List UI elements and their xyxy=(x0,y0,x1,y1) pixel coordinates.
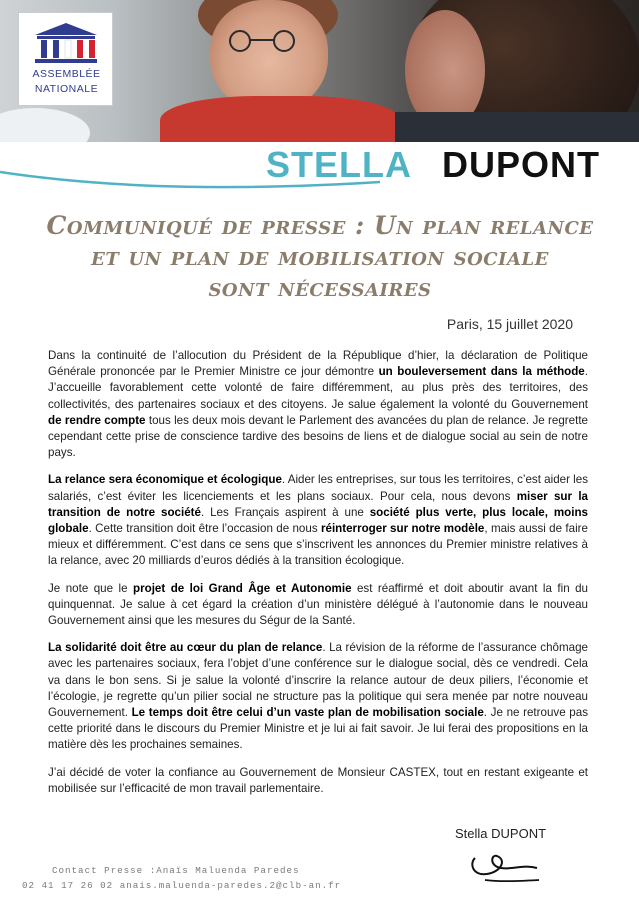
contact-line-2: 02 41 17 26 02 anais.maluenda-paredes.2@clb-an.fr xyxy=(22,880,342,891)
logo-text-line2: NATIONALE xyxy=(34,83,99,95)
body-text: . J’accueille favorablement cette volonté de faire différemment, au plus près des territoires, des collectivités, des partenaires sociaux et des citoyens. Je salue également la volonté du Gouvernement xyxy=(48,365,588,411)
contact-line-1: Contact Presse :Anaïs Maluenda Paredes xyxy=(52,865,300,876)
body-text: Dans la continuité de l’allocution du Président de la République d’hier, la déclaration de Politique Générale prononcée par le Premier Ministre ce jour démontre xyxy=(48,349,588,379)
body-paragraph xyxy=(48,640,588,753)
body-paragraph xyxy=(48,348,588,461)
logo-text-line1: ASSEMBLÉE xyxy=(32,68,101,80)
emphasis-text: miser sur la transition de notre société xyxy=(48,489,588,519)
body-text: . Aider les entreprises, sur tous les territoires, c’est aider les salariés, c’est éviter les licenciements et les plans sociaux. Pour cela, nous devons xyxy=(48,473,588,503)
emphasis-text: de rendre compte xyxy=(48,413,146,427)
banner-first-name: STELLA xyxy=(266,144,412,185)
title-line-1: Communiqué de presse : Un plan relance xyxy=(46,211,594,240)
emphasis-text: La relance sera économique et écologique xyxy=(48,473,282,487)
press-contact xyxy=(22,863,341,893)
handwritten-signature xyxy=(467,846,547,886)
press-release-body xyxy=(48,348,588,808)
body-text: J’ai décidé de voter la confiance au Gouvernement de Monsieur CASTEX, tout en restant exigeante et mobilisée sur l’efficacité de mon travail parlementaire. xyxy=(48,765,588,795)
emphasis-text: un bouleversement dans la méthode xyxy=(378,365,585,379)
signature-name: Stella DUPONT xyxy=(455,826,547,841)
body-text: . Je ne retrouve pas cette priorité dans le discours du Premier Ministre et je lui ai fait savoir. Je lui ferai des propositions en la matière dès les prochaines semaines. xyxy=(48,706,588,752)
glasses-icon xyxy=(222,30,304,52)
body-paragraph xyxy=(48,472,588,569)
signature-block xyxy=(455,826,585,841)
building-icon xyxy=(31,21,101,65)
title-line-2: et un plan de mobilisation sociale xyxy=(91,242,549,271)
body-paragraph xyxy=(48,765,588,797)
body-paragraph xyxy=(48,581,588,630)
emphasis-text: Le temps doit être celui d’un vaste plan de mobilisation sociale xyxy=(131,706,484,720)
emphasis-text: réinterroger sur notre modèle xyxy=(320,522,485,536)
body-text: est réaffirmé et doit aboutir avant la fin du quinquennat. Je salue à cet égard la création d’un ministère délégué à l’autonomie dans le nouveau Gouvernement ainsi que les mesures du Ségur de la Santé. xyxy=(48,581,588,628)
banner-last-name: DUPONT xyxy=(442,144,600,185)
emphasis-text: projet de loi Grand Âge et Autonomie xyxy=(133,581,352,595)
emphasis-text: société plus verte, plus locale, moins globale xyxy=(48,505,588,536)
body-text: , mais aussi de faire mieux et différemment. C’est dans ce sens que s’inscrivent les annonces du Premier ministre relatives à la relance, avec 20 milliards d’euros dédiés à la transition écologique. xyxy=(48,522,588,568)
emphasis-text: La solidarité doit être au cœur du plan de relance xyxy=(48,641,323,655)
body-text: Je note que le xyxy=(48,581,134,595)
press-release-title xyxy=(30,210,610,303)
body-text: tous les deux mois devant le Parlement des avancées du plan de relance. Je regrette cependant cette prise de conscience tardive des besoins de liens et de dialogue social au sein de notre pays. xyxy=(48,413,588,460)
body-text: . Cette transition doit être l’occasion de nous xyxy=(88,522,321,536)
body-text: . Les Français aspirent à une xyxy=(200,505,370,519)
body-text: . La révision de la réforme de l’assurance chômage avec les partenaires sociaux, fera l’objet d’une conférence sur le dialogue social, dès ce vendredi. Cela va dans le bon sens. Si je salue la volonté d’inscrire la relance autour de deux piliers, l’économie et l’écologie, je regrette qu’un pilier social ne structure pas la politique qui sera menée par notre nouveau Gouvernement. xyxy=(48,641,588,720)
release-date: Paris, 15 juillet 2020 xyxy=(446,316,573,332)
assemblee-nationale-logo xyxy=(18,12,113,106)
title-line-3: sont nécessaires xyxy=(208,273,432,302)
